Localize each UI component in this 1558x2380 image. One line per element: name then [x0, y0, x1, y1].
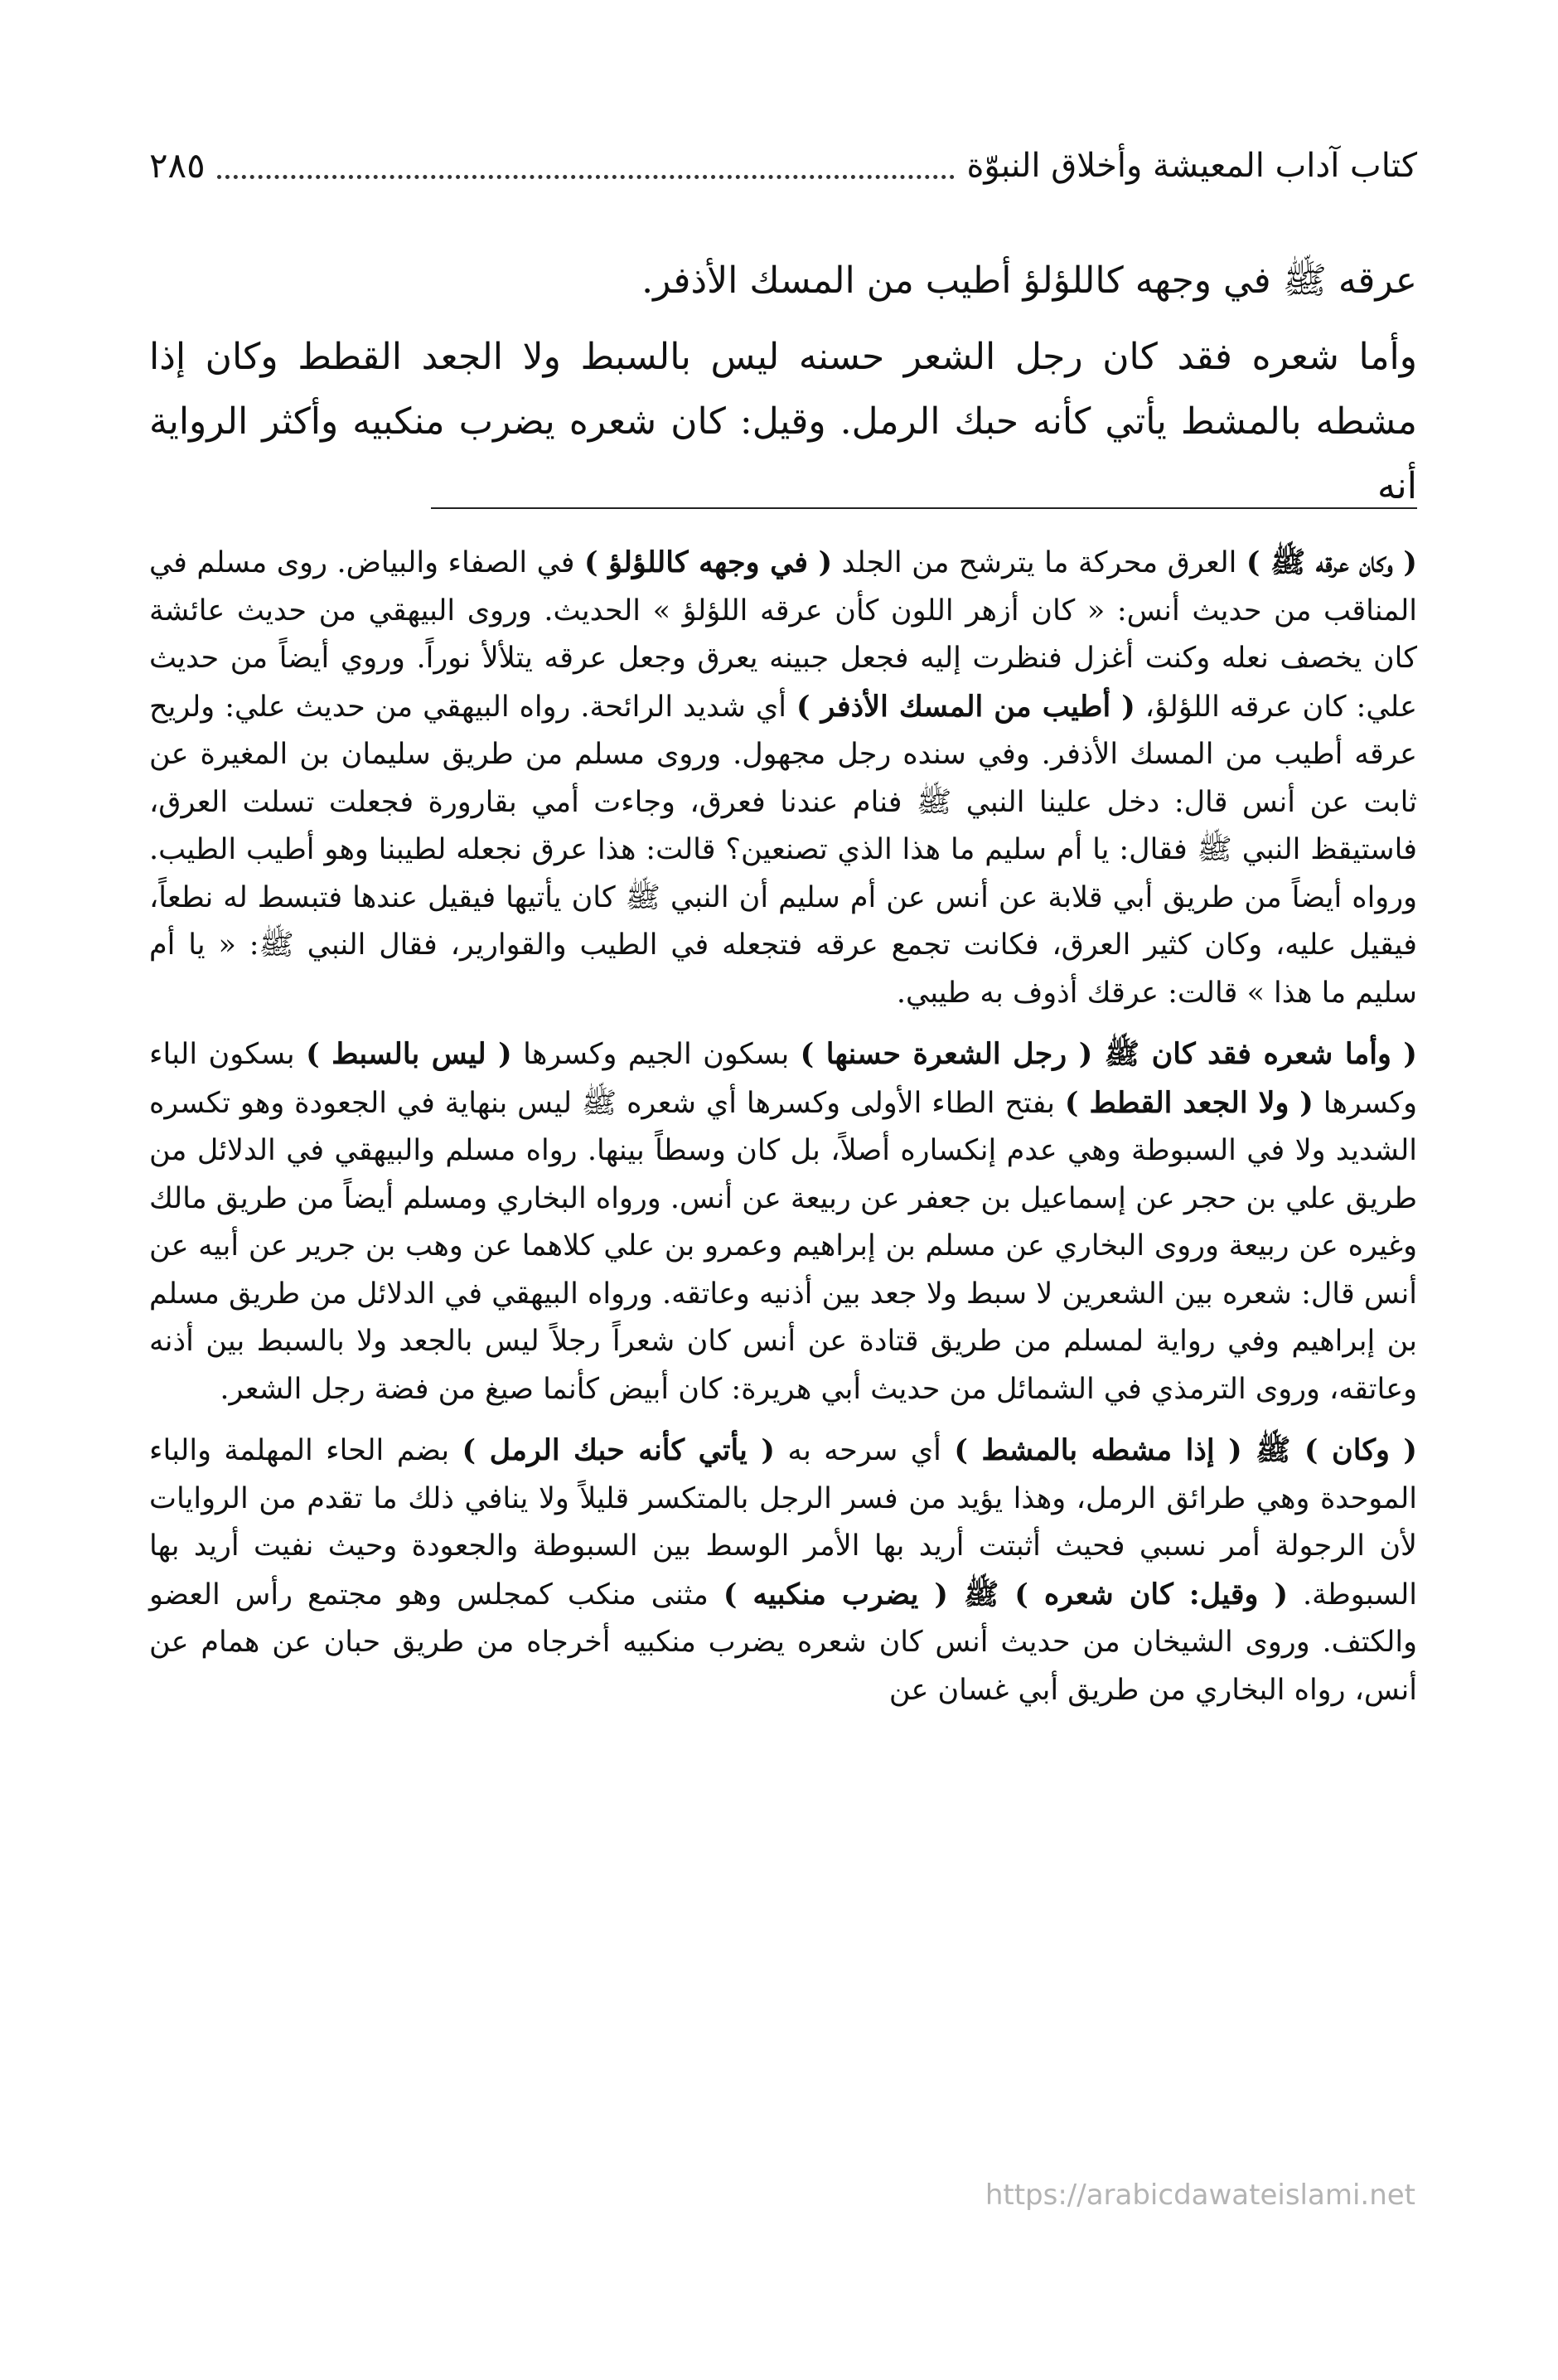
text-run: ( وكان عرقه ﷺ ): [1246, 545, 1417, 579]
text-run: في الصفاء والبياض. روى مسلم في المناقب من حديث أنس: « كان أزهر اللون كأن عرقه اللؤلؤ » الحديث. وروى البيهقي من حديث عائشة كان يخصف نعله وكنت أغزل فنظرت إليه فجعل جبينه يعرق وجعل عرقه يتلألأ نوراً. وروي أيضاً من حديث علي: كان عرقه اللؤلؤ،: [149, 546, 1417, 724]
text-run: بفتح الطاء الأولى وكسرها أي شعره ﷺ ليس بنهاية في الجعودة وهو تكسره الشديد ولا في السبوطة وهي عدم إنكساره أصلاً، بل كان وسطاً بينها. رواه مسلم والبيهقي في الدلائل من طريق علي بن حجر عن إسماعيل بن جعفر عن ربيعة عن أنس. ورواه البخاري ومسلم أيضاً من طريق مالك وغيره عن ربيعة وروى البخاري عن مسلم بن إبراهيم وعمرو بن علي كلاهما عن وهب بن جرير عن أبيه عن أنس قال: شعره بين الشعرين لا سبط ولا جعد بين أذنيه وعاتقه. ورواه البيهقي في الدلائل من طريق مسلم بن إبراهيم وفي رواية لمسلم من طريق قتادة عن أنس كان شعراً رجلاً ليس بالجعد ولا بالسبط بين أذنه وعاتقه، وروى الترمذي في الشمائل من حديث أبي هريرة: كان أبيض كأنما صيغ من فضة رجل الشعر.: [149, 1086, 1417, 1406]
text-run: ( وأما شعره فقد كان ﷺ ( رجل الشعرة حسنها ): [800, 1037, 1417, 1071]
text-run: مثنى منكب كمجلس وهو مجتمع رأس العضو والكتف. وروى الشيخان من حديث أنس كان شعره يضرب منكبيه أخرجاه من طريق حبان عن همام عن أنس، رواه البخاري من طريق أبي غسان عن: [149, 1578, 1417, 1707]
main-text: [149, 249, 1417, 531]
footnote-divider: [431, 507, 1417, 509]
text-run: ( ليس بالسبط ): [306, 1037, 512, 1071]
book-title: كتاب آداب المعيشة وأخلاق النبوّة: [966, 147, 1417, 185]
commentary: [149, 539, 1417, 1728]
text-run: بسكون الجيم وكسرها: [511, 1038, 801, 1071]
running-header: [149, 133, 1417, 191]
site-watermark: https://arabicdawateislami.net: [985, 2179, 1415, 2212]
text-run: ( وكان ) ﷺ ( إذا مشطه بالمشط ): [954, 1433, 1417, 1467]
main-paragraph: وأما شعره فقد كان رجل الشعر حسنه ليس بالسبط ولا الجعد القطط وكان إذا مشطه بالمشط يأتي كأنه حبك الرمل. وقيل: كان شعره يضرب منكبيه وأكثر الرواية أنه: [149, 336, 1417, 507]
commentary-paragraph: [149, 1030, 1417, 1413]
text-run: أي سرحه به: [774, 1434, 955, 1467]
text-run: أي شديد الرائحة. رواه البيهقي من حديث علي: ولريح عرقه أطيب من المسك الأذفر. وفي سنده رجل مجهول. وروى مسلم من طريق سليمان بن المغيرة عن ثابت عن أنس قال: دخل علينا النبي ﷺ فنام عندنا فعرق، وجاءت أمي بقارورة فجعلت تسلت العرق، فاستيقظ النبي ﷺ فقال: يا أم سليم ما هذا الذي تصنعين؟ قالت: هذا عرق نجعله لطيبنا وهو أطيب الطيب. ورواه أيضاً من طريق أبي قلابة عن أنس عن أم سليم أن النبي ﷺ كان يأتيها فيقيل عندها فتبسط له نطعاً، فيقيل عليه، وكان كثير العرق، فكانت تجمع عرقه فتجعله في الطيب والقوارير، فقال النبي ﷺ: « يا أم سليم ما هذا » قالت: عرقك أذوف به طيبي.: [149, 690, 1417, 1010]
text-run: ( أطيب من المسك الأذفر ): [796, 689, 1135, 724]
text-run: بسكون الباء وكسرها: [149, 1038, 1417, 1120]
text-run: ( يأتي كأنه حبك الرمل ): [462, 1433, 775, 1467]
commentary-paragraph: [149, 539, 1417, 1017]
commentary-paragraph: [149, 1427, 1417, 1714]
text-run: ( وقيل: كان شعره ) ﷺ ( يضرب منكبيه ): [723, 1577, 1289, 1612]
text-run: ( في وجهه كاللؤلؤ ): [584, 545, 833, 579]
page-number: ٢٨٥: [149, 145, 206, 186]
text-run: ( ولا الجعد القطط ): [1064, 1085, 1314, 1120]
dot-leader: [217, 174, 956, 179]
text-run: بضم الحاء المهلمة والباء الموحدة وهي طرائق الرمل، وهذا يؤيد من فسر الرجل بالمتكسر قليلاً ولا ينافي ذلك ما تقدم من الروايات لأن الرجولة أمر نسبي فحيث أثبتت أريد بها الأمر الوسط بين السبوطة والجعودة وحيث نفيت أريد بها السبوطة.: [149, 1434, 1417, 1612]
text-run: العرق محركة ما يترشح من الجلد: [832, 546, 1246, 579]
main-paragraph: عرقه ﷺ في وجهه كاللؤلؤ أطيب من المسك الأذفر.: [641, 259, 1417, 302]
